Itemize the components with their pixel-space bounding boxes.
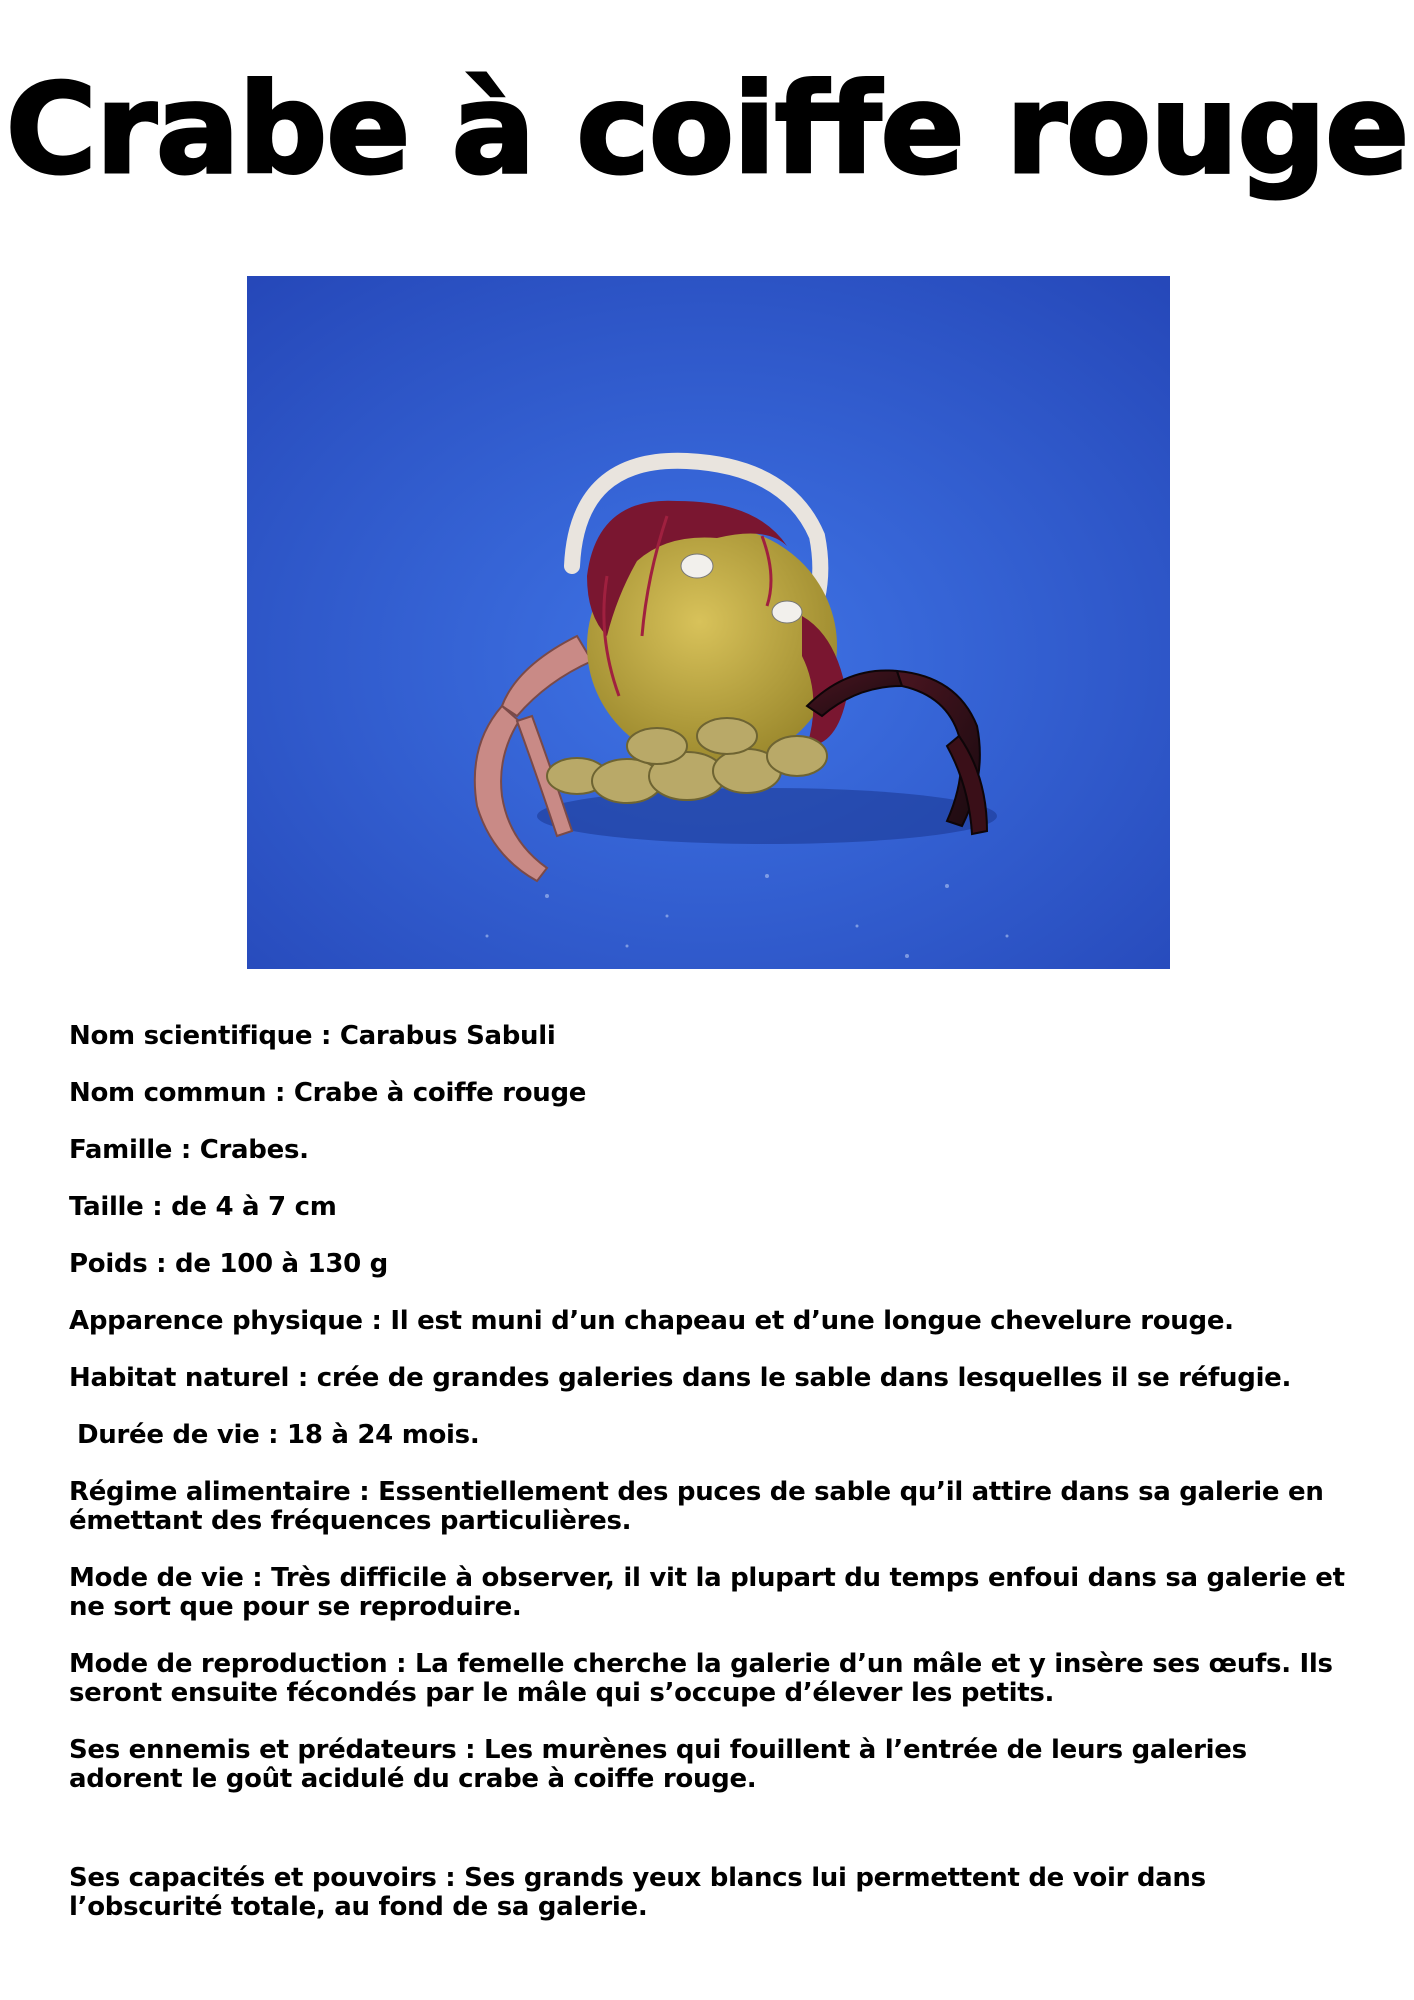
fact-common-name <box>69 1079 1359 1108</box>
fact-value: de 4 à 7 cm <box>162 1192 337 1222</box>
fact-label: Famille : <box>69 1135 191 1165</box>
fact-family <box>69 1136 1359 1165</box>
fact-value: crée de grandes galeries dans le sable dans lesquelles il se réfugie. <box>308 1363 1292 1393</box>
fact-lifestyle <box>69 1564 1359 1622</box>
fact-value: Très difficile à observer, il vit la plupart du temps enfoui dans sa galerie et ne sort que pour se reproduire. <box>69 1563 1345 1622</box>
fact-label: Mode de reproduction : <box>69 1649 407 1679</box>
fact-value: Ses grands yeux blancs lui permettent de voir dans l’obscurité totale, au fond de sa galerie. <box>69 1863 1206 1922</box>
fact-label: Nom commun : <box>69 1078 286 1108</box>
page-title: Crabe à coiffe rouge <box>5 58 1409 202</box>
fact-value: Il est muni d’un chapeau et d’une longue chevelure rouge. <box>381 1306 1234 1336</box>
fact-label: Apparence physique : <box>69 1306 382 1336</box>
fact-label: Nom scientifique : <box>69 1021 332 1051</box>
fact-value: 18 à 24 mois. <box>278 1420 480 1450</box>
fact-label: Mode de vie : <box>69 1563 263 1593</box>
fact-scientific-name <box>69 1022 1359 1051</box>
fact-label: Ses capacités et pouvoirs : <box>69 1863 456 1893</box>
fact-label: Taille : <box>69 1192 163 1222</box>
fact-label: Poids : <box>69 1249 167 1279</box>
fact-value: Les murènes qui fouillent à l’entrée de leurs galeries adorent le goût acidulé du crabe à coiffe rouge. <box>69 1735 1247 1794</box>
fact-value: Crabes. <box>191 1135 309 1165</box>
facts-list <box>69 1022 1359 1950</box>
fact-size <box>69 1193 1359 1222</box>
fact-label: Durée de vie : <box>77 1420 279 1450</box>
fact-appearance <box>69 1307 1359 1336</box>
fact-value: La femelle cherche la galerie d’un mâle et y insère ses œufs. Ils seront ensuite fécondés par le mâle qui s’occupe d’élever les petits. <box>69 1649 1333 1708</box>
fact-value: Essentiellement des puces de sable qu’il attire dans sa galerie en émettant des fréquences particulières. <box>69 1477 1324 1536</box>
crab-photo <box>247 276 1170 969</box>
fact-value: Crabe à coiffe rouge <box>285 1078 587 1108</box>
fact-label: Habitat naturel : <box>69 1363 308 1393</box>
fact-value: de 100 à 130 g <box>166 1249 388 1279</box>
fact-label: Régime alimentaire : <box>69 1477 370 1507</box>
fact-lifespan <box>69 1421 1359 1450</box>
fact-abilities <box>69 1864 1359 1922</box>
fact-weight <box>69 1250 1359 1279</box>
fact-reproduction <box>69 1650 1359 1708</box>
fact-value: Carabus Sabuli <box>331 1021 556 1051</box>
fact-label: Ses ennemis et prédateurs : <box>69 1735 476 1765</box>
fact-predators <box>69 1736 1359 1794</box>
fact-diet <box>69 1478 1359 1536</box>
fact-habitat <box>69 1364 1359 1393</box>
